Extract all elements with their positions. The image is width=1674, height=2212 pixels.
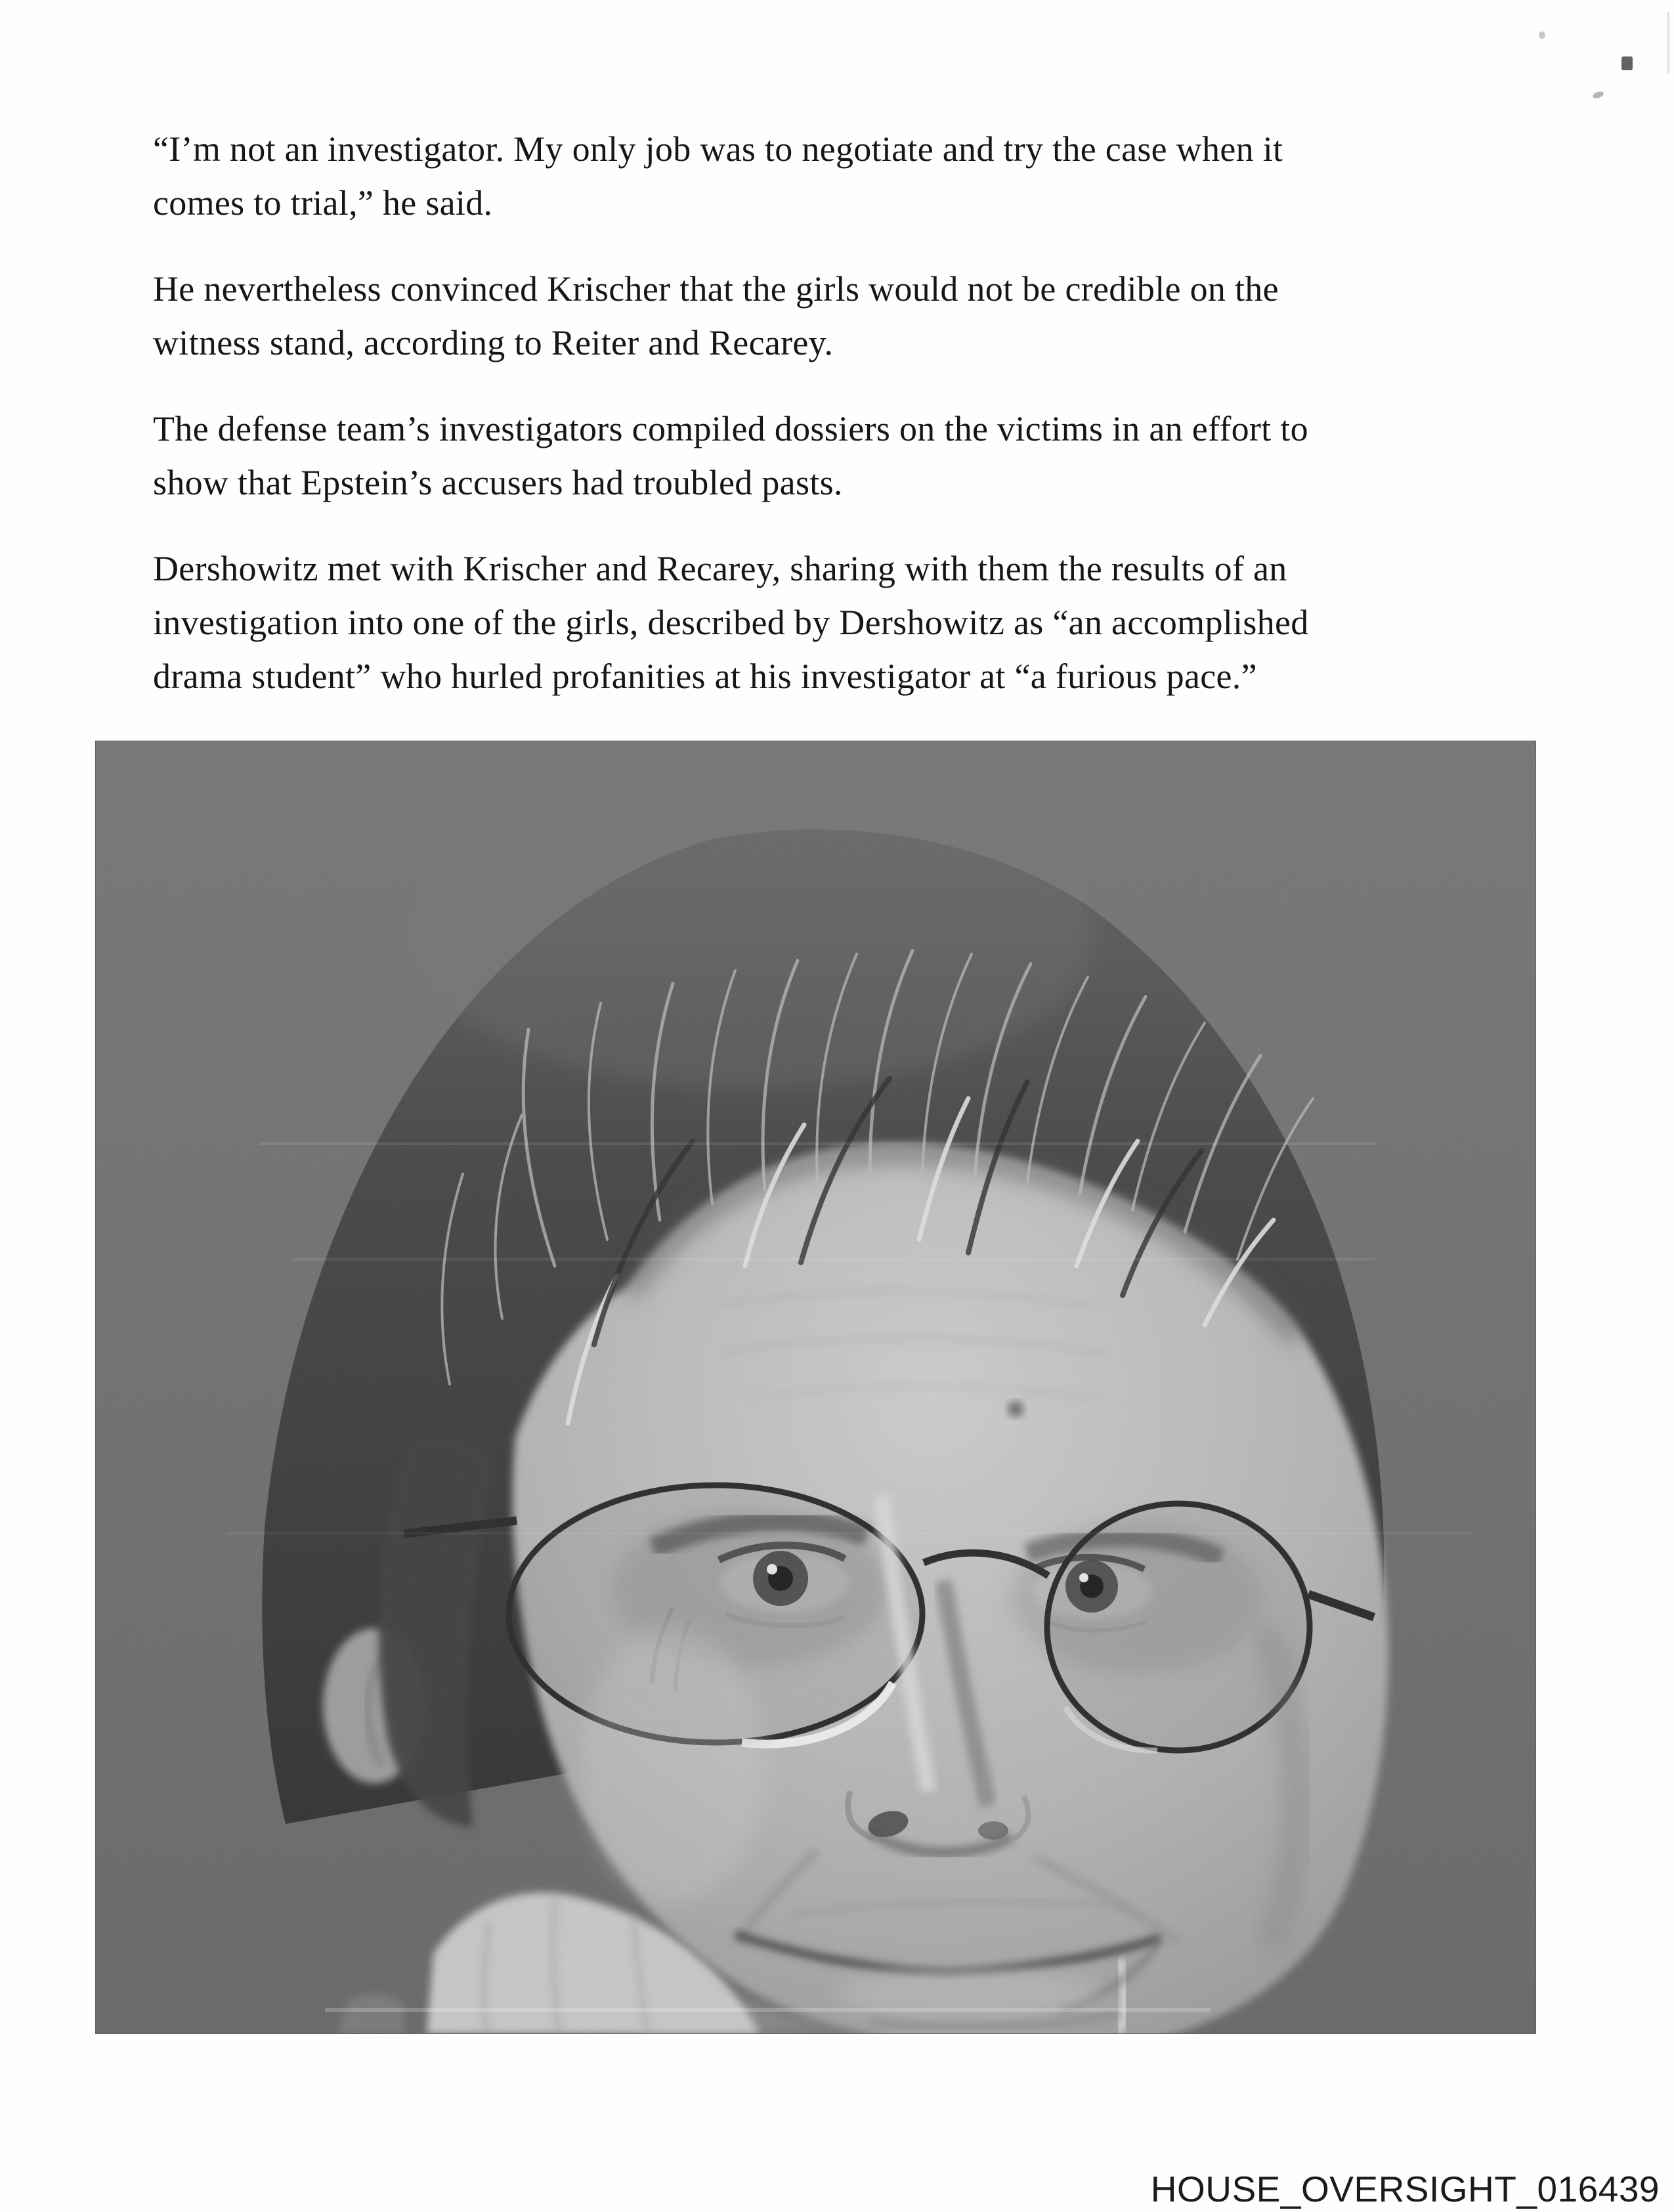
paragraph — [153, 122, 1486, 230]
scan-artifact-line — [1667, 12, 1669, 74]
scan-artifact-speck — [1592, 91, 1604, 100]
scan-artifact-speck — [1539, 32, 1545, 39]
text-line: “I’m not an investigator. My only job was to negotiate and try the case when it — [153, 129, 1283, 169]
text-line: comes to trial,” he said. — [153, 183, 493, 223]
text-line: The defense team’s investigators compiled dossiers on the victims in an effort to — [153, 409, 1308, 448]
paragraph — [153, 262, 1486, 370]
text-line: Dershowitz met with Krischer and Recarey, sharing with them the results of an — [153, 549, 1287, 588]
scan-artifact-speck — [1621, 56, 1633, 70]
text-line: drama student” who hurled profanities at his investigator at “a furious pace.” — [153, 657, 1257, 696]
paragraph — [153, 542, 1486, 703]
article-text — [153, 122, 1486, 735]
text-line: witness stand, according to Reiter and Recarey. — [153, 323, 834, 362]
bates-stamp: HOUSE_OVERSIGHT_016439 — [1150, 2169, 1660, 2209]
portrait-illustration — [95, 741, 1536, 2034]
text-line: He nevertheless convinced Krischer that the girls would not be credible on the — [153, 269, 1279, 309]
portrait-photo — [95, 741, 1536, 2034]
text-line: investigation into one of the girls, described by Dershowitz as “an accomplished — [153, 603, 1309, 642]
paragraph — [153, 402, 1486, 510]
text-line: show that Epstein’s accusers had troubled pasts. — [153, 463, 843, 502]
